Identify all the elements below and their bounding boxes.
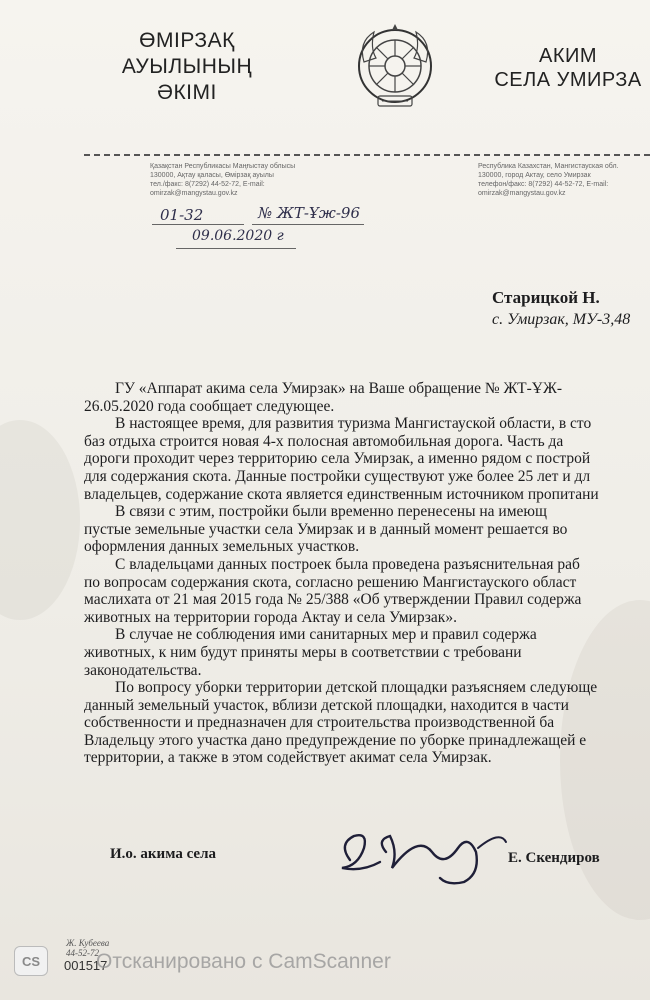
camscanner-logo-icon: [14, 946, 48, 976]
body-line: баз отдыха строится новая 4-х полосная автомобильная дорога. Часть да: [84, 432, 564, 450]
body-line: В случае не соблюдения ими санитарных мер и правил содержа: [84, 626, 537, 644]
contact-kazakh: [150, 162, 340, 198]
signatory-name: Е. Скендиров: [508, 850, 600, 866]
body-line: маслихата от 21 мая 2015 года № 25/388 «Об утверждении Правил содержа: [84, 591, 582, 609]
header-kazakh-line2: ӘКІМІ: [157, 81, 217, 104]
contact-russian-line3: телефон/факс: 8(7292) 44-52-72, E-mail: omirzak@mangystau.gov.kz: [478, 181, 609, 197]
body-line: животных, к ним будут приняты меры в соответствии с требовани: [84, 643, 522, 661]
registration-underline: [176, 248, 296, 249]
handwritten-signature-icon: [328, 822, 518, 892]
registration-number: 01-32: [160, 206, 204, 224]
body-line: дороги проходит через территорию села Умирзак, а именно рядом с построй: [84, 450, 591, 468]
camscanner-watermark: Отсканировано с CamScanner: [96, 950, 391, 973]
kazakhstan-state-emblem-icon: [356, 22, 434, 114]
header-russian-line1: АКИМ: [538, 45, 598, 67]
header-divider: [84, 154, 650, 156]
contact-kazakh-line1: Қазақстан Республикасы Маңғыстау облысы: [150, 163, 296, 170]
signatory-title: И.о. акима села: [110, 846, 216, 862]
body-line: владельцев, содержание скота является единственным источником пропитани: [84, 485, 599, 503]
body-line: территории, а также в этом содействует акимат села Умирзак.: [84, 749, 492, 767]
contact-kazakh-line2: 130000, Ақтау қаласы, Өмірзақ ауылы: [150, 172, 274, 179]
header-kazakh-title: [82, 28, 292, 106]
camscanner-badge-text: CS: [21, 953, 41, 969]
header-kazakh-line1: ӨМІРЗАҚ АУЫЛЫНЫҢ: [121, 29, 253, 78]
body-line: оформления данных земельных участков.: [84, 538, 360, 556]
body-line: собственности и предназначен для строительства производственной ба: [84, 714, 555, 732]
registration-underline: [252, 224, 364, 225]
executor-name: Ж. Кубеева: [66, 938, 110, 948]
body-line: С владельцами данных построек была проведена разъяснительная раб: [84, 555, 580, 573]
letter-body: [84, 380, 650, 767]
body-line: для содержания скота. Данные постройки существуют уже более 25 лет и дл: [84, 467, 591, 485]
registration-reference: № ЖТ-Ұж-96: [258, 204, 360, 222]
body-line: В связи с этим, постройки были временно перенесены на имеющ: [84, 503, 547, 521]
document-ref-number: 001517: [64, 958, 108, 973]
header-russian-line2: СЕЛА УМИРЗА: [494, 69, 642, 91]
body-line: Владельцу этого участка дано предупреждение по уборке принадлежащей е: [84, 731, 587, 749]
body-line: данный земельный участок, вблизи детской площадки, находится в части: [84, 696, 569, 714]
executor-phone: 44-52-72: [66, 948, 99, 958]
addressee-address: с. Умирзак, МУ-3,48: [492, 311, 631, 328]
contact-russian-line1: Республика Казахстан, Мангистауская обл.: [478, 163, 619, 170]
body-line: ГУ «Аппарат акима села Умирзак» на Ваше обращение № ЖТ-ҰЖ-: [84, 380, 563, 397]
contact-russian-line2: 130000, город Актау, село Умирзак: [478, 172, 591, 179]
contact-russian: [478, 162, 650, 198]
body-line: По вопросу уборки территории детской площадки разъясняем следующе: [84, 679, 598, 697]
contact-kazakh-line3: тел./факс: 8(7292) 44-52-72, E-mail: omirzak@mangystau.gov.kz: [150, 181, 265, 197]
registration-underline: [152, 224, 244, 225]
registration-date: 09.06.2020 г: [192, 228, 284, 244]
body-line: по вопросам содержания скота, согласно решению Мангистауского област: [84, 573, 577, 591]
header-russian-title: [478, 44, 650, 92]
body-line: животных на территории города Актау и села Умирзак».: [84, 608, 457, 626]
body-line: пустые земельные участки села Умирзак и в данный момент решается во: [84, 520, 568, 538]
body-line: 26.05.2020 года сообщает следующее.: [84, 397, 335, 415]
addressee-name: Старицкой Н.: [492, 288, 600, 307]
body-line: законодательства.: [84, 661, 202, 679]
body-line: В настоящее время, для развития туризма Мангистауской области, в сто: [84, 415, 592, 433]
scan-shadow: [0, 420, 80, 620]
